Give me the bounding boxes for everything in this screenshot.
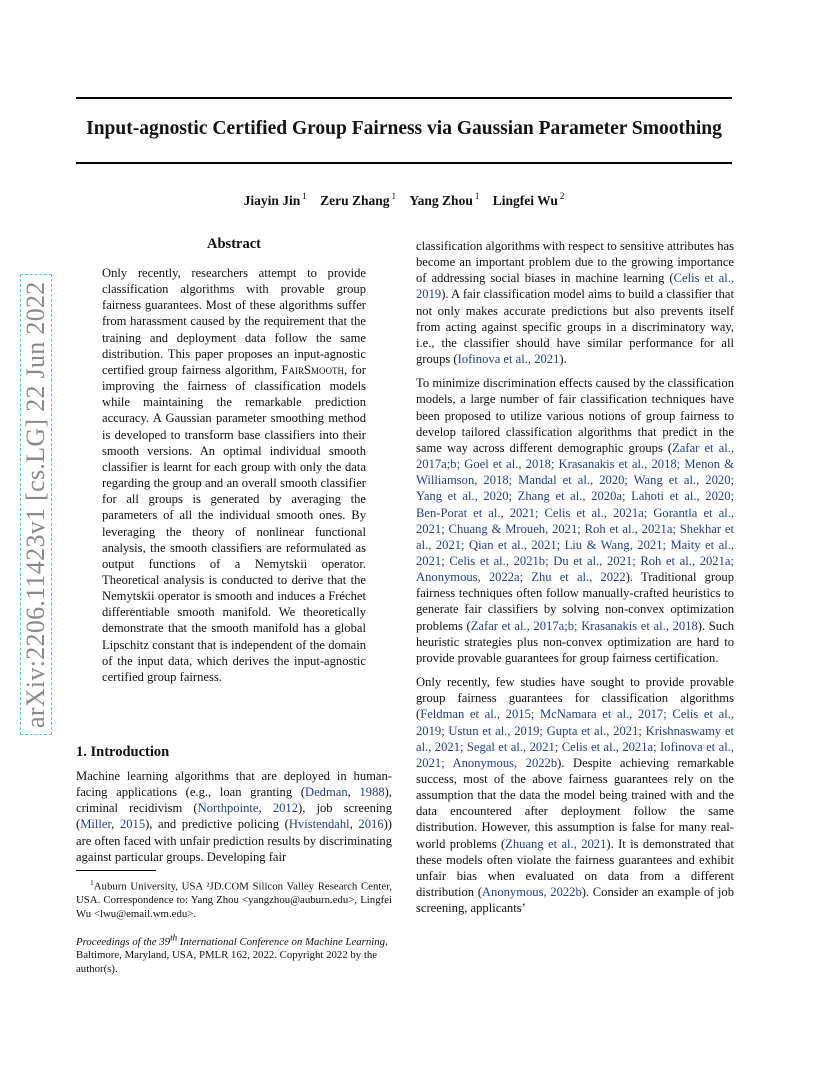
citation-list[interactable]: Feldman et al., 2015; McNamara et al., 2017; Celis et al., 2019; Ustun et al., 2019; Gupta et al., 2021; Krishnaswamy et al., 2021; Segal et al., 2021; Celis et al., 2021a; Iofinova et al., 2021; Anonymous, 2022b xyxy=(416,707,734,770)
citation-link[interactable]: Miller xyxy=(80,817,112,832)
right-column xyxy=(416,238,734,924)
citation-link[interactable]: Anonymous, 2022b xyxy=(481,885,582,900)
citation-link[interactable]: 2016 xyxy=(358,817,384,832)
citation-link[interactable]: Northpointe xyxy=(197,801,259,816)
citation-link[interactable]: 2015 xyxy=(119,817,146,832)
citation-link[interactable]: Dedman xyxy=(305,785,348,800)
author-list xyxy=(76,191,732,209)
citation-link[interactable]: Zafar et al., 2017a;b; Krasanakis et al., 2018 xyxy=(470,618,698,633)
footnote-separator xyxy=(76,870,156,871)
author-4: Lingfei Wu $^2$ xyxy=(492,191,565,208)
citation-link[interactable]: Hvistendahl xyxy=(288,817,350,832)
citation-link[interactable]: Celis et al., 2019 xyxy=(416,271,734,302)
abstract-body: Only recently, researchers attempt to provide classification algorithms with provable group fairness guarantees. Most of these algorithms suffer from harassment caused by the requirement that the training and deployment data follow the same distribution. This paper proposes an input-agnostic certified group fairness algorithm, FairSmooth, for improving the fairness of classification models while maintaining the remarkable prediction accuracy. A Gaussian parameter smoothing method is developed to transform base classifiers into their smooth versions. An optimal individual smooth classifier is learnt for each group with only the data regarding the group and an overall smooth classifier for all groups is generated by averaging the parameters of all the individual smooth ones. By leveraging the theory of nonlinear functional analysis, the smooth classifiers are reformulated as output functions of a Nemytskii operator. Theoretical analysis is conducted to derive that the Nemytskii operator is smooth and induces a Fréchet differentiable smooth manifold. We theoretically demonstrate that the smooth manifold has a global Lipschitz constant that is independent of the domain of the input data, which derives the input-agnostic certified group fairness. xyxy=(102,266,366,684)
author-2: Zeru Zhang $^1$ xyxy=(320,191,397,208)
body-paragraph-2: To minimize discrimination effects caused by the classification models, a large number of fair classification techniques have been proposed to utilize various notions of group fairness to develop tailored classification algorithms that predict in the same way across different demographic groups (Zafar et al., 2017a;b; Goel et al., 2018; Krasanakis et al., 2018; Menon & Williamson, 2018; Mandal et al., 2020; Wang et al., 2020; Yang et al., 2020; Zhang et al., 2020a; Lahoti et al., 2020; Ben-Porat et al., 2021; Celis et al., 2021a; Gorantla et al., 2021; Chuang & Mroueh, 2021; Roh et al., 2021a; Shekhar et al., 2021; Qian et al., 2021; Liu & Wang, 2021; Maity et al., 2021; Celis et al., 2021b; Du et al., 2021; Roh et al., 2021a; Anonymous, 2022a; Zhu et al., 2022). Traditional group fairness techniques often follow manually-crafted heuristics to generate fair classifiers by solving non-convex optimization problems (Zafar et al., 2017a;b; Krasanakis et al., 2018). Such heuristic strategies plus non-convex optimization are hard to provide provable guarantees for group fairness certification. xyxy=(416,376,734,665)
body-paragraph-1: classification algorithms with respect to sensitive attributes has become an important problem due to the growing importance of addressing social biases in machine learning (Celis et al., 2019). A fair classification model aims to build a classifier that not only makes accurate predictions but also prevents itself from acting against specific groups in a discriminatory way, i.e., the classifier should have similar performance for all groups (Iofinova et al., 2021). xyxy=(416,239,734,367)
author-3: Yang Zhou $^1$ xyxy=(409,191,480,208)
introduction-paragraph: Machine learning algorithms that are deployed in human-facing applications (e.g., loan granting (Dedman, 1988), criminal recidivism (Northpointe, 2012), job screening (Miller, 2015), and predictive policing (Hvistendahl, 2016)) are often faced with unfair prediction results by discriminating against particular groups. Developing fair xyxy=(76,769,393,864)
citation-link[interactable]: 1988 xyxy=(359,785,385,800)
author-1: Jiayin Jin $^1$ xyxy=(243,191,307,208)
proceedings-note: Proceedings of the 39th International Conference on Machine Learning, Baltimore, Maryland, USA, PMLR 162, 2022. Copyright 2022 by the author(s). xyxy=(76,932,388,975)
citation-link[interactable]: 2012 xyxy=(272,801,298,816)
title-bottom-rule xyxy=(76,162,732,164)
body-paragraph-3: Only recently, few studies have sought to provide provable group fairness guarantees for classification algorithms (Feldman et al., 2015; McNamara et al., 2017; Celis et al., 2019; Ustun et al., 2019; Gupta et al., 2021; Krishnaswamy et al., 2021; Segal et al., 2021; Celis et al., 2021a; Iofinova et al., 2021; Anonymous, 2022b). Despite achieving remarkable success, most of the above fairness guarantees rely on the assumption that the data the model being trained with and the data encountered after deployment follow the same distribution. However, this assumption is false for many real-world problems (Zhuang et al., 2021). It is demonstrated that these models often violate the fairness guarantees and exhibit unfair bias when evaluated on data from a different distribution (Anonymous, 2022b). Consider an example of job screening, applicants’ xyxy=(416,675,734,916)
method-name: FairSmooth xyxy=(281,362,344,377)
title-top-rule xyxy=(76,97,732,99)
citation-link[interactable]: Iofinova et al., 2021 xyxy=(457,352,560,367)
affiliation-footnote: $^1$Auburn University, USA ²JD.COM Silicon Valley Research Center, USA. Correspondence to: Yang Zhou <yangzhou@auburn.edu>, Lingfei Wu <lwu@email.wm.edu>. xyxy=(76,878,392,920)
section-heading-introduction: 1. Introduction xyxy=(76,744,170,760)
abstract-heading: Abstract xyxy=(207,236,261,252)
citation-link[interactable]: Zhuang et al., 2021 xyxy=(505,836,607,851)
citation-list[interactable]: Zafar et al., 2017a;b; Goel et al., 2018; Krasanakis et al., 2018; Menon & Williamson, 2018; Mandal et al., 2020; Wang et al., 2020; Yang et al., 2020; Zhang et al., 2020a; Lahoti et al., 2020; Ben-Porat et al., 2021; Celis et al., 2021a; Gorantla et al., 2021; Chuang & Mroueh, 2021; Roh et al., 2021a; Shekhar et al., 2021; Qian et al., 2021; Liu & Wang, 2021; Maity et al., 2021; Celis et al., 2021b; Du et al., 2021; Roh et al., 2021a; Anonymous, 2022a; Zhu et al., 2022 xyxy=(416,440,734,585)
paper-title: Input-agnostic Certified Group Fairness via Gaussian Parameter Smoothing xyxy=(86,118,722,139)
arxiv-stamp[interactable]: arXiv:2206.11423v1 [cs.LG] 22 Jun 2022 xyxy=(20,274,52,735)
